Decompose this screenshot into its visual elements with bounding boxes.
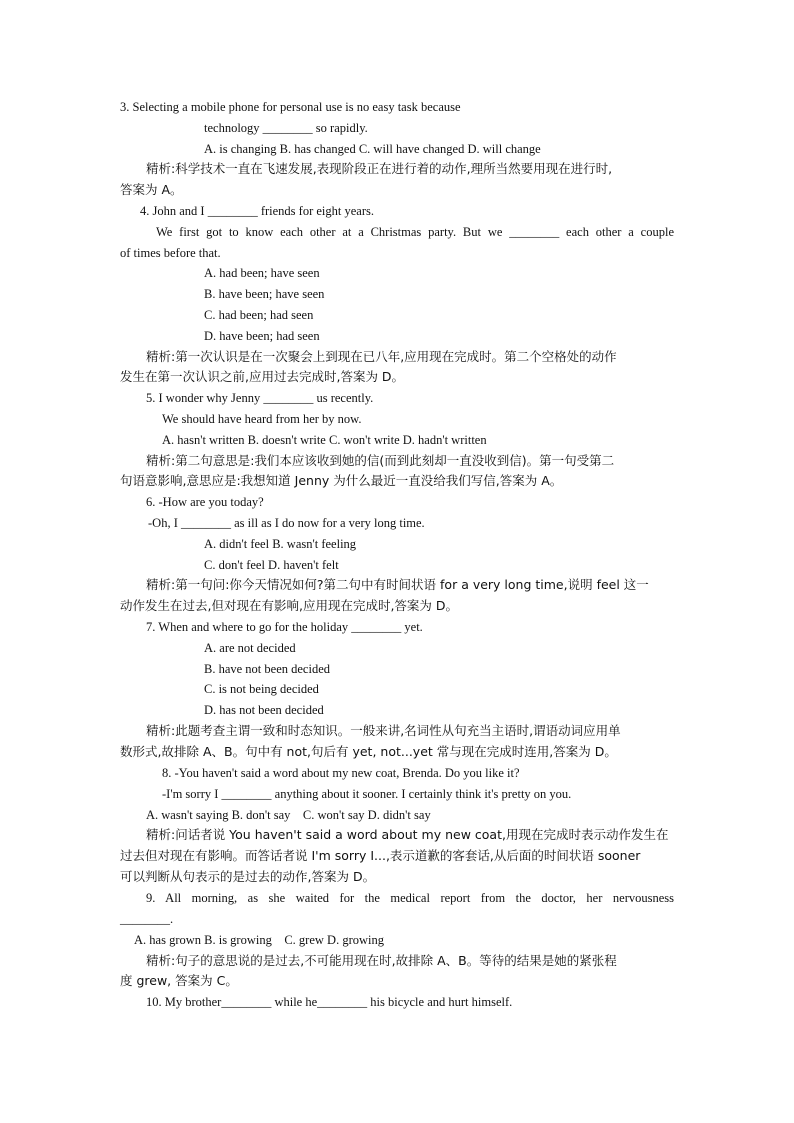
question-6-stem-cont: -Oh, I ________ as ill as I do now for a very long time. [148, 516, 425, 530]
question-3-stem-cont: technology ________ so rapidly. [204, 121, 368, 135]
question-4-option-b: B. have been; have seen [204, 287, 325, 301]
question-8-stem-cont: -I'm sorry I ________ anything about it sooner. I certainly think it's pretty on you. [162, 787, 572, 801]
question-9-options: A. has grown B. is growing C. grew D. growing [134, 933, 384, 947]
question-5-options: A. hasn't written B. doesn't write C. won't write D. hadn't written [162, 433, 487, 447]
question-7-option-b: B. have not been decided [204, 662, 330, 676]
question-7-option-a: A. are not decided [204, 641, 296, 655]
question-5-analysis: 精析:第二句意思是:我们本应该收到她的信(而到此刻却一直没收到信)。第一句受第二 [146, 453, 615, 468]
question-7-analysis: 精析:此题考查主谓一致和时态知识。一般来讲,名词性从句充当主语时,谓语动词应用单 [146, 723, 621, 738]
question-7-analysis-cont: 数形式,故排除 A、B。句中有 not,句后有 yet, not...yet 常与现在完成时连用,答案为 D。 [120, 744, 617, 759]
question-4-analysis-cont: 发生在第一次认识之前,应用过去完成时,答案为 D。 [120, 369, 405, 384]
question-4-option-d: D. have been; had seen [204, 329, 320, 343]
question-8-analysis-end: 可以判断从句表示的是过去的动作,答案为 D。 [120, 869, 376, 884]
question-5-analysis-cont: 句语意影响,意思应是:我想知道 Jenny 为什么最近一直没给我们写信,答案为 A。 [120, 473, 563, 488]
question-8-options: A. wasn't saying B. don't say C. won't say D. didn't say [146, 808, 431, 822]
question-6-analysis-cont: 动作发生在过去,但对现在有影响,应用现在完成时,答案为 D。 [120, 598, 459, 613]
question-9-stem-cont: ________. [120, 912, 174, 926]
question-8-analysis-cont: 过去但对现在有影响。而答话者说 I'm sorry I...,表示道歉的客套话,从后面的时间状语 sooner [120, 848, 641, 863]
question-9-stem: 9. All morning, as she waited for the medical report from the doctor, her nervousness [146, 891, 674, 905]
question-4-stem-cont: We first got to know each other at a Christmas party. But we ________ each other a couple [156, 225, 674, 239]
question-8-analysis: 精析:问话者说 You haven't said a word about my new coat,用现在完成时表示动作发生在 [146, 827, 669, 842]
question-4-option-a: A. had been; have seen [204, 266, 320, 280]
question-4-option-c: C. had been; had seen [204, 308, 314, 322]
question-9-analysis: 精析:句子的意思说的是过去,不可能用现在时,故排除 A、B。等待的结果是她的紧张程 [146, 953, 617, 968]
question-8-stem: 8. -You haven't said a word about my new coat, Brenda. Do you like it? [162, 766, 520, 780]
question-6-options-cd: C. don't feel D. haven't felt [204, 558, 339, 572]
question-6-stem: 6. -How are you today? [146, 495, 264, 509]
question-5-stem-cont: We should have heard from her by now. [162, 412, 362, 426]
question-3-options: A. is changing B. has changed C. will have changed D. will change [204, 142, 541, 156]
question-6-options-ab: A. didn't feel B. wasn't feeling [204, 537, 357, 551]
question-3-analysis: 精析:科学技术一直在飞速发展,表现阶段正在进行着的动作,理所当然要用现在进行时, [146, 161, 613, 176]
question-3-analysis-cont: 答案为 A。 [120, 182, 183, 197]
question-6-analysis: 精析:第一句问:你今天情况如何?第二句中有时间状语 for a very long time,说明 feel 这一 [146, 577, 649, 592]
question-9-analysis-cont: 度 grew, 答案为 C。 [120, 973, 238, 988]
question-4-stem: 4. John and I ________ friends for eight years. [140, 204, 374, 218]
question-4-analysis: 精析:第一次认识是在一次聚会上到现在已八年,应用现在完成时。第二个空格处的动作 [146, 349, 617, 364]
question-4-stem-end: of times before that. [120, 246, 221, 260]
question-7-option-c: C. is not being decided [204, 682, 319, 696]
question-7-option-d: D. has not been decided [204, 703, 324, 717]
question-10-stem: 10. My brother________ while he________ his bicycle and hurt himself. [146, 995, 513, 1009]
question-5-stem: 5. I wonder why Jenny ________ us recently. [146, 391, 374, 405]
question-7-stem: 7. When and where to go for the holiday ________ yet. [146, 620, 423, 634]
question-3-stem: 3. Selecting a mobile phone for personal use is no easy task because [120, 100, 461, 114]
